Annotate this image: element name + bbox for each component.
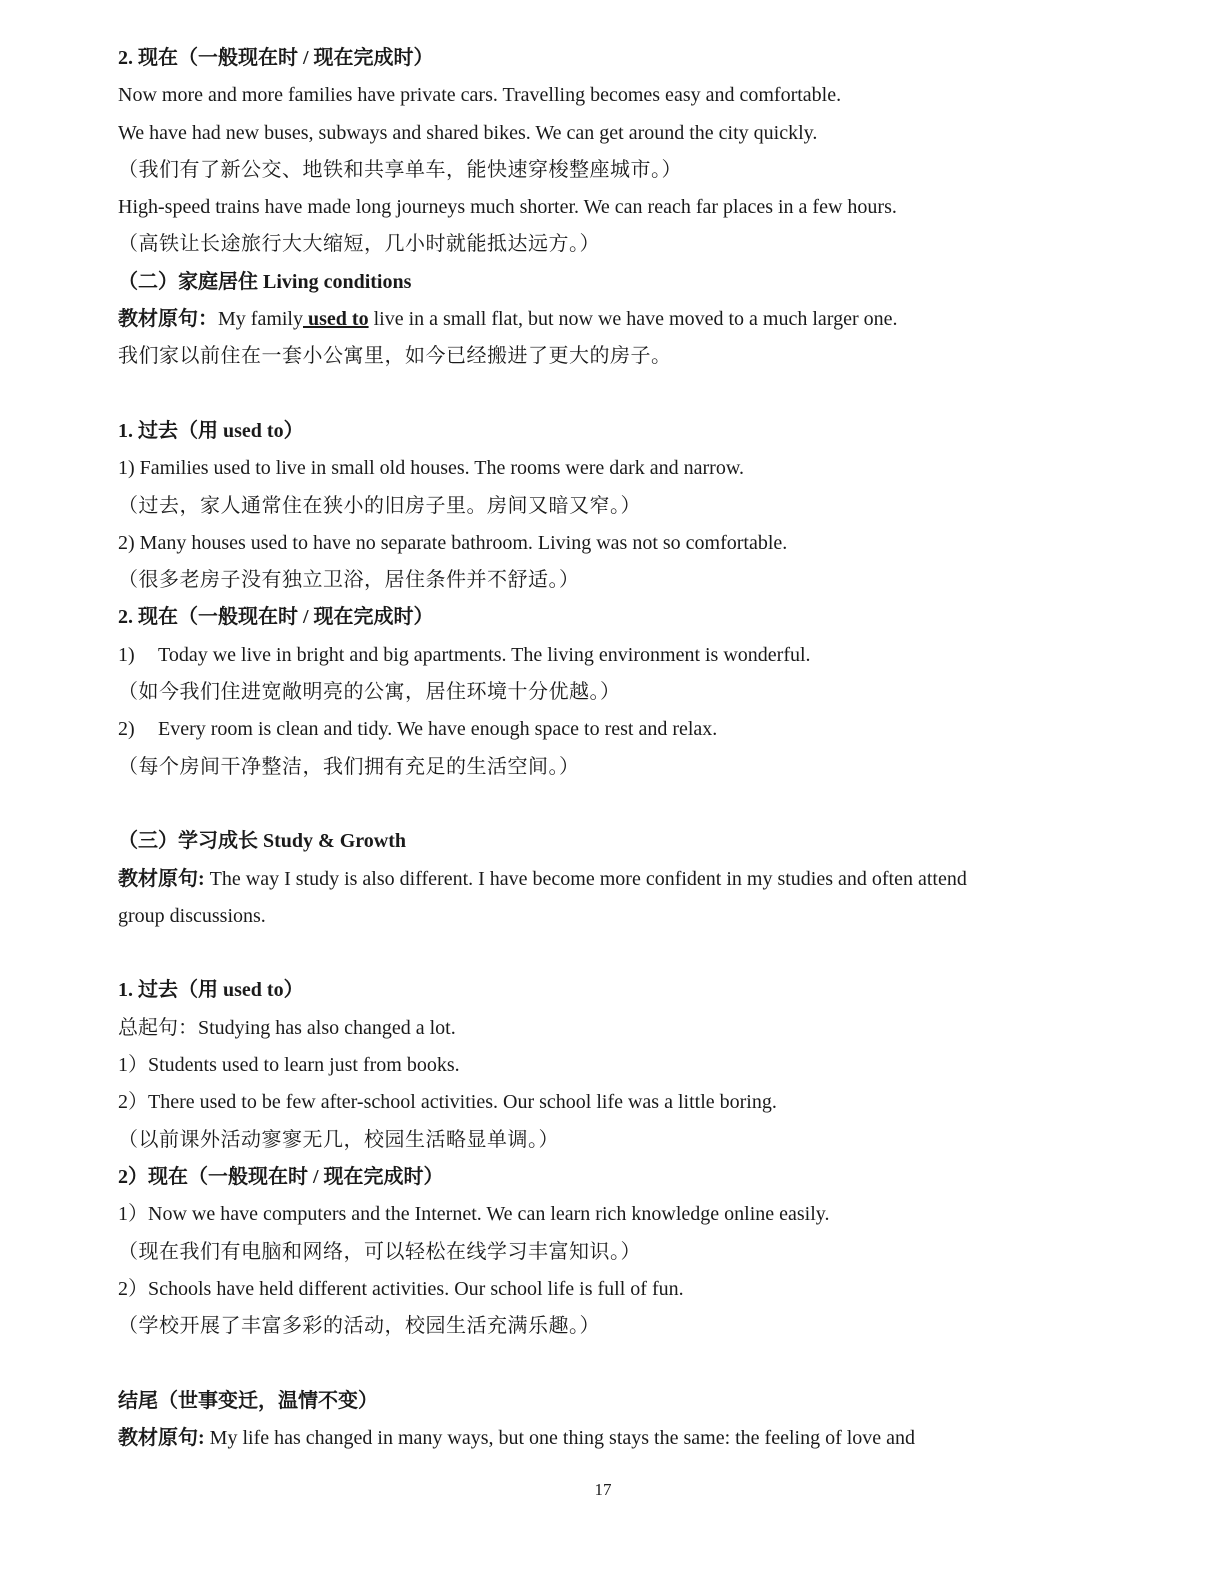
item-number: 1)	[118, 643, 135, 666]
item-number: 2)	[118, 718, 135, 741]
item-text: Today we live in bright and big apartments. The living environment is wonderful.	[158, 643, 811, 666]
textbook-label: 教材原句：	[118, 308, 218, 331]
textbook-text: My family	[218, 308, 303, 331]
textbook-sentence	[118, 301, 1078, 338]
text-line: 1）Now we have computers and the Internet. We can learn rich knowledge online easily.	[118, 1203, 830, 1226]
sub-heading: 2. 现在（一般现在时 / 现在完成时）	[118, 606, 434, 629]
text-line: We have had new buses, subways and shared bikes. We can get around the city quickly.	[118, 121, 818, 144]
sub-heading: 2）现在（一般现在时 / 现在完成时）	[118, 1165, 444, 1188]
document-page	[118, 40, 1078, 1457]
list-item	[118, 711, 1078, 748]
section-heading: （二）家庭居住 Living conditions	[118, 270, 412, 293]
textbook-text: My life has changed in many ways, but one thing stays the same: the feeling of love and	[204, 1426, 916, 1449]
textbook-sentence	[118, 1420, 1078, 1457]
textbook-label: 教材原句:	[118, 867, 205, 890]
text-line: High-speed trains have made long journeys much shorter. We can reach far places in a few hours.	[118, 196, 897, 219]
section-heading: 结尾（世事变迁，温情不变）	[118, 1389, 378, 1412]
textbook-text: The way I study is also different. I have become more confident in my studies and often attend	[204, 867, 967, 890]
text-line: 1）Students used to learn just from books.	[118, 1054, 460, 1077]
text-line: group discussions.	[118, 904, 266, 927]
key-phrase: used to	[303, 308, 369, 331]
translation-line: （很多老房子没有独立卫浴，居住条件并不舒适。）	[118, 569, 580, 592]
translation-line: （现在我们有电脑和网络，可以轻松在线学习丰富知识。）	[118, 1240, 641, 1263]
textbook-sentence	[118, 861, 1078, 898]
translation-line: 我们家以前住在一套小公寓里，如今已经搬进了更大的房子。	[118, 345, 672, 368]
translation-line: （学校开展了丰富多彩的活动，校园生活充满乐趣。）	[118, 1315, 600, 1338]
translation-line: （每个房间干净整洁，我们拥有充足的生活空间。）	[118, 755, 580, 778]
text-line: 1) Families used to live in small old houses. The rooms were dark and narrow.	[118, 457, 744, 480]
sub-heading: 1. 过去（用 used to）	[118, 979, 304, 1002]
item-text: Every room is clean and tidy. We have enough space to rest and relax.	[158, 718, 718, 741]
translation-line: （如今我们住进宽敞明亮的公寓，居住环境十分优越。）	[118, 681, 621, 704]
text-line: 2）Schools have held different activities. Our school life is full of fun.	[118, 1277, 684, 1300]
textbook-text: live in a small flat, but now we have moved to a much larger one.	[368, 308, 898, 331]
text-line: 2) Many houses used to have no separate bathroom. Living was not so comfortable.	[118, 531, 788, 554]
translation-line: （以前课外活动寥寥无几，校园生活略显单调。）	[118, 1128, 559, 1151]
list-item	[118, 637, 1078, 674]
translation-line: （高铁让长途旅行大大缩短，几小时就能抵达远方。）	[118, 233, 600, 256]
translation-line: （过去，家人通常住在狭小的旧房子里。房间又暗又窄。）	[118, 494, 641, 517]
translation-line: （我们有了新公交、地铁和共享单车，能快速穿梭整座城市。）	[118, 158, 682, 181]
text-line: 2）There used to be few after-school activities. Our school life was a little boring.	[118, 1091, 777, 1114]
text-line: Now more and more families have private cars. Travelling becomes easy and comfortable.	[118, 84, 842, 107]
text-line: 总起句：Studying has also changed a lot.	[118, 1016, 456, 1039]
page-number: 17	[594, 1480, 612, 1499]
section-heading: （三）学习成长 Study & Growth	[118, 830, 406, 853]
sub-heading: 1. 过去（用 used to）	[118, 419, 304, 442]
textbook-label: 教材原句:	[118, 1426, 205, 1449]
section-heading: 2. 现在（一般现在时 / 现在完成时）	[118, 47, 434, 69]
